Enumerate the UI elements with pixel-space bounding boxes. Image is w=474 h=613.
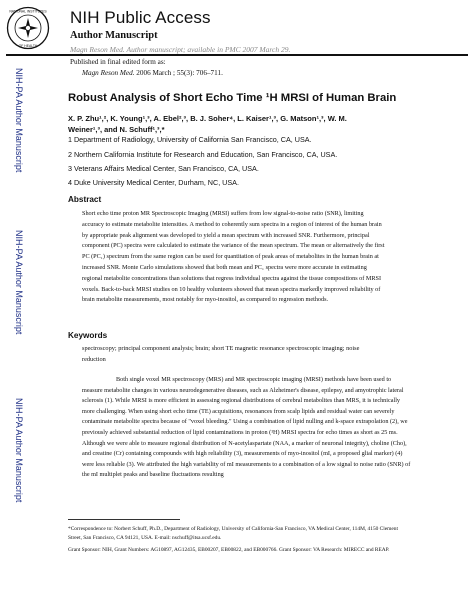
published-final-label: Published in final edited form as: [70,58,166,66]
abstract-heading: Abstract [68,195,102,204]
keywords-text: spectroscopy; principal component analysis; brain; short TE magnetic resonance spectroscopic imaging; noise reduction [82,345,360,363]
citation-journal: Magn Reson Med. [82,69,135,77]
affiliation-4: 4 Duke University Medical Center, Durham, NC, USA. [68,178,239,187]
grant-footnote: Grant Sponsor: NIH, Grant Numbers: AG10897, AG12435, EB00207, EB00822, and EB000766. Grant Sponsor: VA Research: MIRECC and REAP. [68,547,390,553]
affiliation-2: 2 Northern California Institute for Research and Education, San Francisco, CA, USA. [68,150,338,159]
author-list: X. P. Zhu¹,², K. Young¹,³, A. Ebel²,³, B. J. Soher⁴, L. Kaiser¹,³, G. Matson¹,³, W. M. Weiner¹,³, and N. Schuff¹,³,* [68,114,347,134]
author-manuscript-label: Author Manuscript [70,30,158,41]
abstract-text: Short echo time proton MR Spectroscopic Imaging (MRSI) suffers from low signal-to-noise ratio (SNR), limiting accuracy to estimate metabolite intensities. A method to coherently sum spectra in a region of interest of the human brain by appropriate peak alignment was developed to yield a mean spectrum with increased SNR. Furthermore, principal component (PC) spectra were calculated to estimate the variance of the mean spectrum. The mean or alternatively the first PC (PC₁) spectrum from the same region can be used for quantitation of peak areas of metabolites in the human brain at increased SNR. Monte Carlo simulations showed that both mean and PC₁ spectra were more accurate in estimating regional metabolite concentrations than solutions that regress individual spectra against the tissue compositions of MRSI voxels. Back-to-back MRSI studies on 10 healthy volunteers showed that mean spectra markedly improved reliability of brain metabolite measurements, most notably for myo-inositol, as compared to regression methods. [82,210,385,304]
footnote-rule [68,519,180,520]
affiliation-3: 3 Veterans Affairs Medical Center, San Francisco, CA, USA. [68,164,259,173]
svg-text:OF HEALTH: OF HEALTH [18,44,38,48]
introduction-paragraph: Both single voxel MR spectroscopy (MRS) and MR spectroscopic imaging (MRSI) methods have been used to measure metabolite changes in various neurodegenerative diseases, such as Alzheimer's disease, epilepsy, and amyotrophic lateral sclerosis (1). While MRSI is more efficient in assessing regional distributions of cerebral metabolites than MRS, it is technically more challenging. When using short echo time (TE) acquisitions, resonances from scalp lipids and residual water can severely contaminate metabolite spectra because of "voxel bleeding." Using a combination of lipid nulling and k-space extrapolation (2), we previously achieved substantial reduction of lipid contaminations in proton (¹H) MRSI spectra for echo times as short as 25 ms. Although we were able to measure regional distribution of N-acetylaspartate (NAA, a marker of neuronal integrity), choline (Cho), and creatine (Cr) containing compounds with high reliability (3), measurements of myo-inositol (mI, a proposed glial marker) (4) were less reliable (3). We attributed the high variability of mI measurements to a combination of a low signal to noise ratio (SNR) of the mI multiplet peaks and baseline fluctuations resulting [82,376,411,479]
correspondence-footnote: *Correspondence to: Norbert Schuff, Ph.D., Department of Radiology, University of California-San Francisco, VA Medical Center, 114M, 4150 Clement Street, San Francisco, CA 94121, USA. E-mail: nschuff@itsa.ucsf.edu. [68,526,398,541]
header-rule [6,54,468,56]
pmc-availability-note: Magn Reson Med. Author manuscript; available in PMC 2007 March 29. [70,45,291,54]
side-label-bottom: NIH-PA Author Manuscript [14,398,24,503]
side-label-top: NIH-PA Author Manuscript [14,68,24,173]
citation-details: 2006 March ; 55(3): 706–711. [134,69,223,77]
article-title: Robust Analysis of Short Echo Time ¹H MRSI of Human Brain [68,92,397,104]
side-label-middle: NIH-PA Author Manuscript [14,230,24,335]
svg-text:NATIONAL INSTITUTES: NATIONAL INSTITUTES [9,9,47,14]
keywords-heading: Keywords [68,331,108,340]
nih-public-access-title: NIH Public Access [70,8,211,27]
affiliation-1: 1 Department of Radiology, University of California San Francisco, CA, USA. [68,135,312,144]
nih-seal-logo [6,6,50,50]
citation [82,69,223,77]
